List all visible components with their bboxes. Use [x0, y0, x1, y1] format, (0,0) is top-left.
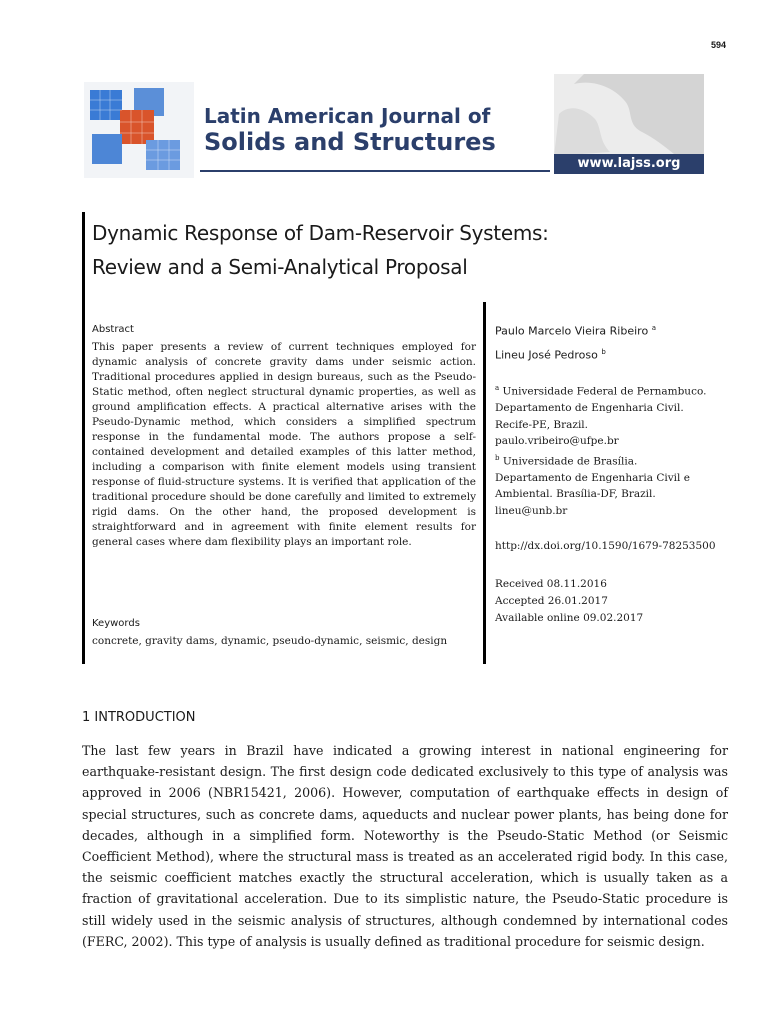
author-2-sup: b: [601, 347, 606, 356]
publication-dates: [495, 576, 643, 627]
banner-divider: [200, 170, 550, 172]
journal-banner: [84, 74, 704, 178]
author-2: [495, 342, 656, 366]
authors-list: [495, 318, 656, 365]
affil-b-line1: Universidade de Brasília.: [502, 455, 638, 467]
author-1: [495, 318, 656, 342]
affil-b-line3: Ambiental. Brasília-DF, Brazil.: [495, 488, 656, 500]
title-block-divider: [483, 302, 486, 664]
journal-title-line1: Latin American Journal of: [204, 104, 491, 128]
affil-a-sup: a: [495, 384, 500, 392]
keywords-heading: Keywords: [92, 618, 140, 629]
date-online: Available online 09.02.2017: [495, 612, 644, 624]
map-graphic: [554, 74, 704, 156]
affil-a-line1: Universidade Federal de Pernambuco.: [502, 385, 707, 398]
paper-title-line2: Review and a Semi-Analytical Proposal: [92, 255, 468, 279]
author-1-sup: a: [651, 324, 656, 332]
keywords-section: [92, 616, 476, 649]
journal-url[interactable]: www.lajss.org: [554, 154, 704, 174]
affil-b-line2: Departamento de Engenharia Civil e: [495, 471, 690, 484]
affiliations: [495, 380, 735, 519]
journal-logo-cubes: [84, 82, 194, 178]
paper-title-line1: Dynamic Response of Dam-Reservoir Systems:: [92, 221, 549, 245]
abstract-heading: Abstract: [92, 324, 134, 335]
affil-b-sup: b: [495, 453, 500, 462]
journal-title-line2: Solids and Structures: [204, 128, 496, 156]
abstract-section: [92, 322, 476, 550]
date-received: Received 08.11.2016: [495, 578, 607, 590]
affil-a-line2: Departamento de Engenharia Civil.: [495, 402, 684, 414]
affil-a-email[interactable]: paulo.vribeiro@ufpe.br: [495, 435, 619, 447]
date-accepted: Accepted 26.01.2017: [495, 595, 608, 607]
affil-a-line3: Recife-PE, Brazil.: [495, 418, 588, 431]
page-number: 594: [710, 40, 726, 50]
paper-title: [92, 216, 549, 284]
affil-b-email[interactable]: lineu@unb.br: [495, 504, 568, 517]
doi-link[interactable]: http://dx.doi.org/10.1590/1679-78253500: [495, 540, 716, 552]
introduction-text: The last few years in Brazil have indicated a growing interest in national engineering for earthquake-resistant design. The first design code dedicated exclusively to this type of analysis was approved in 2006 (NBR15421, 2006). However, computation of earthquake effects in design of special structures, such as concrete dams, aqueducts and nuclear power plants, has being done for decades, although in a simplified form. Noteworthy is the Pseudo-Static Method (or Seismic Coefficient Method), where the structural mass is treated as an accelerated rigid body. In this case, the seismic coefficient matches exactly the structural acceleration, which is usually taken as a fraction of gravitational acceleration. Due to its simplistic nature, the Pseudo-Static procedure is still widely used in the seismic analysis of structures, although condemned by international codes (FERC, 2002). This type of analysis is usually defined as traditional procedure for seismic design.: [82, 743, 728, 949]
author-2-name: Lineu José Pedroso: [495, 348, 598, 362]
author-1-name: Paulo Marcelo Vieira Ribeiro: [495, 324, 649, 338]
keywords-text: concrete, gravity dams, dynamic, pseudo-dynamic, seismic, design: [92, 635, 448, 647]
introduction-heading: 1 INTRODUCTION: [82, 710, 196, 725]
abstract-text: This paper presents a review of current techniques employed for dynamic analysis of concrete gravity dams under seismic action. Traditional procedures applied in design bureaus, such as the Pseudo-Static method, often neglect structural dynamic properties, as well as ground amplification effects. A practical alternative arises with the Pseudo-Dynamic method, which considers a simplified spectrum response in the fundamental mode. The authors propose a self-contained development and detailed examples of this latter method, including a comparison with finite element models using transient response of fluid-structure systems. It is verified that application of the traditional procedure should be done carefully and limited to extremely rigid dams. On the other hand, the proposed development is straightforward and in agreement with finite element results for general cases where dam flexibility plays an important role.: [92, 341, 476, 548]
